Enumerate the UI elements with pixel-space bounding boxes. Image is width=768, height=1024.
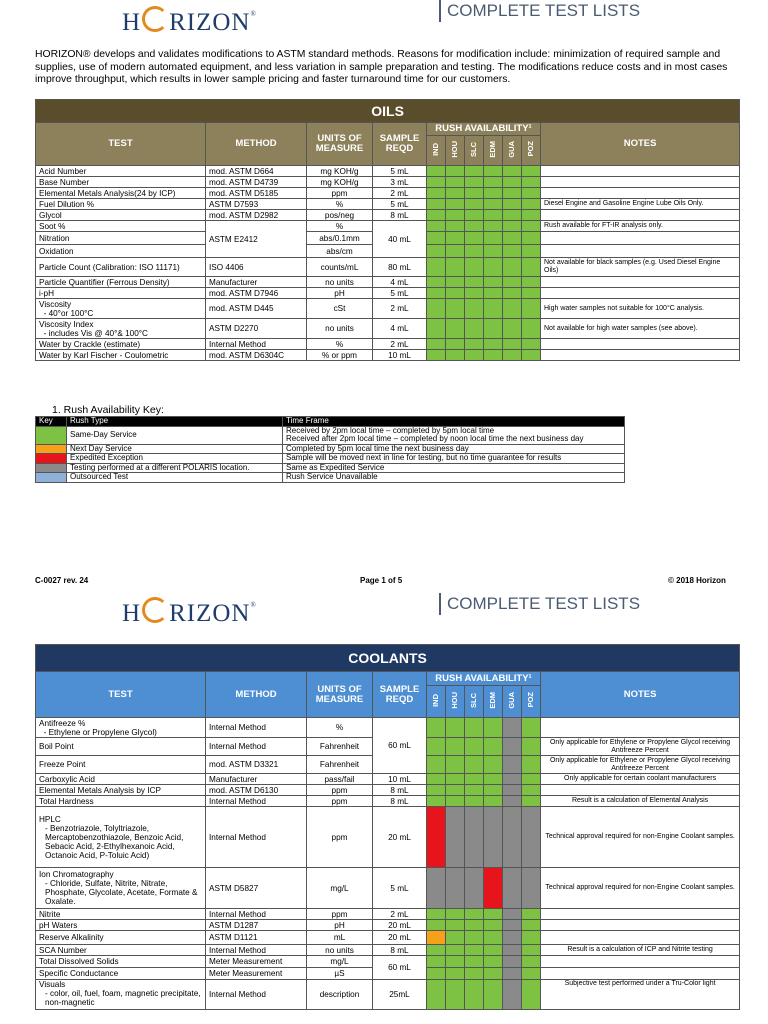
table-row: Soot % ASTM E2412 % 40 mL Rush available for FT-IR analysis only. [36,221,740,232]
key-row: Outsourced Test Rush Service Unavailable [36,473,625,483]
loc-edm: EDM [488,140,497,158]
table-row: i-pH mod. ASTM D7946 pH 5 mL [36,288,740,299]
loc-poz: POZ [526,141,535,157]
footer-left: C-0027 rev. 24 [35,576,89,585]
col-method: METHOD [206,672,307,718]
table-row: Boil Point Internal Method Fahrenheit Only applicable for Ethylene or Propylene Glycol receiving Antifreeze Percent [36,738,740,756]
logo-ring-icon [142,6,168,32]
table-row: Elemental Metals Analysis(24 by ICP) mod. ASTM D5185 ppm 2 mL [36,188,740,199]
table-row: Specific Conductance Meter Measurement µS [36,968,740,980]
table-row: Oxidation abs/cm [36,245,740,258]
col-notes: NOTES [541,123,740,166]
loc-gua: GUA [507,691,516,709]
table-row: Particle Quantifier (Ferrous Density) Manufacturer no units 4 mL [36,277,740,288]
table-row: Glycol mod. ASTM D2982 pos/neg 8 mL [36,210,740,221]
table-row: Nitration abs/0.1mm [36,232,740,245]
col-method: METHOD [206,123,307,166]
loc-poz: POZ [526,692,535,708]
table-row: HPLC - Benzotriazole, Tolyltriazole, Mercaptobenzothiazole, Benzoic Acid, Sebacic Acid, 2-Ethylhexanoic Acid, Octanoic Acid, P-Toluic Acid) Internal Method ppm 20 mL Technical approval required for non-Engine Coolant samples. [36,807,740,868]
table-row: Ion Chromatography - Chloride, Sulfate, Nitrite, Nitrate, Phosphate, Glycolate, Acetate, Formate & Oxalate. ASTM D5827 mg/L 5 mL Technical approval required for non-Engine Coolant samples. [36,868,740,909]
loc-gua: GUA [507,140,516,158]
col-sample: SAMPLE REQD [373,123,427,166]
col-sample: SAMPLE REQD [373,672,427,718]
col-units: UNITS OF MEASURE [307,672,373,718]
table-row: Antifreeze % - Ethylene or Propylene Glycol) Internal Method % 60 mL [36,718,740,738]
key-col-key: Key [36,417,67,427]
table-row: Nitrite Internal Method ppm 2 mL [36,909,740,920]
footer-center: Page 1 of 5 [360,576,403,585]
table-row: pH Waters ASTM D1287 pH 20 mL [36,920,740,931]
table-row: Freeze Point mod. ASTM D3321 Fahrenheit Only applicable for Ethylene or Propylene Glycol receiving Antifreeze Percent [36,756,740,774]
table-row: Viscosity Index - includes Vis @ 40°& 100°C ASTM D2270 no units 4 mL Not available for high water samples (see above). [36,319,740,339]
col-rush: RUSH AVAILABILITY¹ [427,123,541,136]
table-row: Water by Karl Fischer - Coulometric mod. ASTM D6304C % or ppm 10 mL [36,350,740,361]
table-row: SCA Number Internal Method no units 8 mL Result is a calculation of ICP and Nitrite testing [36,945,740,956]
table-row: Acid Number mod. ASTM D664 mg KOH/g 5 mL [36,166,740,177]
key-row: Same-Day Service Received by 2pm local time – completed by 5pm local time Received after 2pm local time – completed by noon local time the next business day [36,426,625,444]
key-row: Expedited Exception Sample will be moved next in line for testing, but no time guarantee for results [36,454,625,464]
table-row: Base Number mod. ASTM D4739 mg KOH/g 3 mL [36,177,740,188]
page-title-page2: COMPLETE TEST LISTS [439,593,640,615]
loc-hou: HOU [450,140,459,158]
loc-ind: IND [431,693,440,707]
loc-edm: EDM [488,691,497,709]
col-test: TEST [36,123,206,166]
table-row: Carboxylic Acid Manufacturer pass/fail 10 mL Only applicable for certain coolant manufacturers [36,774,740,785]
table-row: Visuals - color, oil, fuel, foam, magnetic precipitate, non-magnetic Internal Method description 25mL Subjective test performed under a Tru-Color light [36,980,740,1010]
oils-table [35,99,740,361]
loc-slc: SLC [469,692,478,708]
table-row: Total Hardness Internal Method ppm 8 mL Result is a calculation of Elemental Analysis [36,796,740,807]
loc-hou: HOU [450,691,459,709]
key-row: Testing performed at a different POLARIS location. Same as Expedited Service [36,463,625,473]
key-col-type: Rush Type [67,417,283,427]
oils-caption: OILS [36,100,740,123]
key-row: Next Day Service Completed by 5pm local time the next business day [36,444,625,454]
table-row: Total Dissolved Solids Meter Measurement mg/L 60 mL [36,956,740,968]
rush-key-table [35,416,625,483]
horizon-logo: H RIZON® [122,6,257,37]
coolants-table [35,644,740,1010]
table-row: Viscosity - 40°or 100°C mod. ASTM D445 cSt 2 mL High water samples not suitable for 100°C analysis. [36,299,740,319]
intro-paragraph: HORIZON® develops and validates modifications to ASTM standard methods. Reasons for modification include: minimization of required sample and supplies, use of modern automated equipment, and less variation in sample preparation and testing. The modifications reduce costs and in most cases improve throughput, which results in lower sample pricing and faster turnaround time for our customers. [35,49,728,86]
loc-slc: SLC [469,141,478,157]
table-row: Fuel Dilution % ASTM D7593 % 5 mL Diesel Engine and Gasoline Engine Lube Oils Only. [36,199,740,210]
col-units: UNITS OF MEASURE [307,123,373,166]
footer-right: © 2018 Horizon [668,576,726,585]
coolants-caption: COOLANTS [36,645,740,672]
horizon-logo-page2: H RIZON® [122,597,257,628]
col-test: TEST [36,672,206,718]
table-row: Reserve Alkalinity ASTM D1121 mL 20 mL [36,931,740,945]
table-row: Elemental Metals Analysis by ICP mod. ASTM D6130 ppm 8 mL [36,785,740,796]
table-row: Particle Count (Calibration: ISO 11171) ISO 4406 counts/mL 80 mL Not available for black samples (e.g. Used Diesel Engine Oils) [36,258,740,277]
col-rush: RUSH AVAILABILITY¹ [427,672,541,686]
rush-key-heading: 1. Rush Availability Key: [52,404,164,416]
logo-ring-icon [142,597,168,623]
page-title: COMPLETE TEST LISTS [439,0,640,22]
col-notes: NOTES [541,672,740,718]
loc-ind: IND [431,142,440,156]
key-col-time: Time Frame [283,417,625,427]
table-row: Water by Crackle (estimate) Internal Method % 2 mL [36,339,740,350]
